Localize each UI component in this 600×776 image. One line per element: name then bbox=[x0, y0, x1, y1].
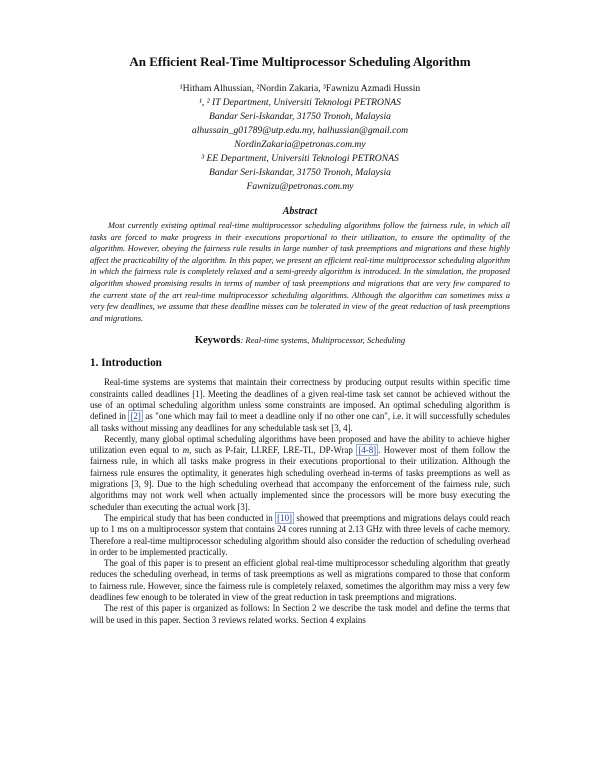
intro-paragraph-5: The rest of this paper is organized as follows: In Section 2 we describe the task model and define the terms that will be used in this paper. Section 3 reviews related works. Section 4 explains bbox=[90, 603, 510, 625]
author-names: ¹Hitham Alhussian, ²Nordin Zakaria, ³Fawnizu Azmadi Hussin bbox=[179, 83, 421, 94]
author-email: Fawnizu@petronas.com.my bbox=[246, 181, 354, 192]
intro-paragraph-3 bbox=[90, 513, 510, 558]
author-block bbox=[90, 82, 510, 194]
math-symbol: m bbox=[182, 445, 190, 456]
keywords-line bbox=[90, 335, 510, 346]
affiliation-line: ³ EE Department, Universiti Teknologi PETRONAS bbox=[201, 153, 399, 164]
citation-link[interactable]: [2] bbox=[130, 411, 141, 422]
abstract-heading: Abstract bbox=[282, 206, 318, 217]
citation-link[interactable]: [10] bbox=[277, 512, 292, 523]
affiliation-line: ¹, ² IT Department, Universiti Teknologi PETRONAS bbox=[199, 97, 401, 108]
section-heading-introduction: 1. Introduction bbox=[90, 357, 162, 370]
paragraph-text: , such as P-fair, LLREF, LRE-TL, DP-Wrap bbox=[189, 445, 357, 456]
paragraph-text: as "one which may fail to meet a deadline only if no other one can", i.e. it will successfully schedules all tasks without missing any deadlines for any schedulable task set [3, 4]. bbox=[90, 411, 510, 433]
citation-link[interactable]: [4-8] bbox=[358, 445, 377, 456]
abstract-text: Most currently existing optimal real-time multiprocessor scheduling algorithms follow the fairness rule, in which all tasks are forced to make progress in their executions proportional to their utilization, to ensure the optimality of the algorithm. However, obeying the fairness rule results in large number of task preemptions and migrations and these highly affect the practicability of the algorithm. In this paper, we present an efficient real-time multiprocessor scheduling algorithm in which the fairness rule is completely relaxed and a semi-greedy algorithm is introduced. In the simulation, the proposed algorithm showed promising results in terms of number of task preemptions and migrations that are very few compared to the current state of the art real-time multiprocessor scheduling algorithms. Although the algorithm can sometimes miss a very few deadlines, we assume that these deadline misses can be tolerated in view of the great reduction of task preemptions and migrations. bbox=[90, 221, 510, 323]
intro-paragraph-1 bbox=[90, 377, 510, 433]
paragraph-text: Recently, many global optimal scheduling algorithms have been proposed and have the ability to achieve higher utilization even equal to bbox=[90, 433, 510, 456]
keywords-label: Keywords bbox=[194, 335, 241, 347]
affiliation-line: Bandar Seri-Iskandar, 31750 Tronoh, Malaysia bbox=[209, 111, 391, 122]
author-email: NordinZakaria@petronas.com.my bbox=[234, 139, 366, 150]
paragraph-text: . However most of them follow the fairness rule, in which all tasks make progress in their executions proportional to their utilization. Although the fairness rule ensures the optimality, it generates high scheduling overhead in-terms of tasks preemptions as well as migrations [3, 9]. Due to the high scheduling overhead that accompany the enforcement of the fairness rule, such algorithms may not work well when actually implemented since the processors will be more busy executing the scheduler than executing the actual work [3]. bbox=[90, 445, 510, 512]
affiliation-line: Bandar Seri-Iskandar, 31750 Tronoh, Malaysia bbox=[209, 167, 391, 178]
intro-paragraph-2 bbox=[90, 434, 510, 513]
paragraph-text: showed that preemptions and migrations delays could reach up to 1 ms on a multiprocessor system that contains 24 cores running at 2.13 GHz with three levels of cache memory. Therefore a real-time multiprocessor scheduling algorithm should also consider the reduction of scheduling overhead in order to be implemented practically. bbox=[90, 512, 510, 557]
paper-title: An Efficient Real-Time Multiprocessor Scheduling Algorithm bbox=[129, 54, 471, 69]
paragraph-text: Real-time systems are systems that maintain their correctness by producing output results within specific time constraints called deadlines [1]. Meeting the deadlines of a given real-time task set cannot be achieved without the use of an optimal scheduling algorithm unless some constraints are imposed. An optimal scheduling algorithm is defined in bbox=[90, 377, 510, 422]
author-email: alhussain_g01789@utp.edu.my, halhussian@gmail.com bbox=[191, 125, 409, 136]
intro-paragraph-4: The goal of this paper is to present an efficient global real-time multiprocessor scheduling algorithm that greatly reduces the scheduling overhead, in terms of task preemptions as well as migrations compared to those that conform to fairness rule. However, since the fairness rule is completely relaxed, sometimes the algorithm may miss a very few deadlines few enough to be tolerated in view of the great reduction in task preemptions and migrations. bbox=[90, 558, 510, 602]
paragraph-text: The empirical study that has been conducted in bbox=[104, 512, 276, 523]
keywords-list: : Real-time systems, Multiprocessor, Scheduling bbox=[240, 335, 406, 346]
